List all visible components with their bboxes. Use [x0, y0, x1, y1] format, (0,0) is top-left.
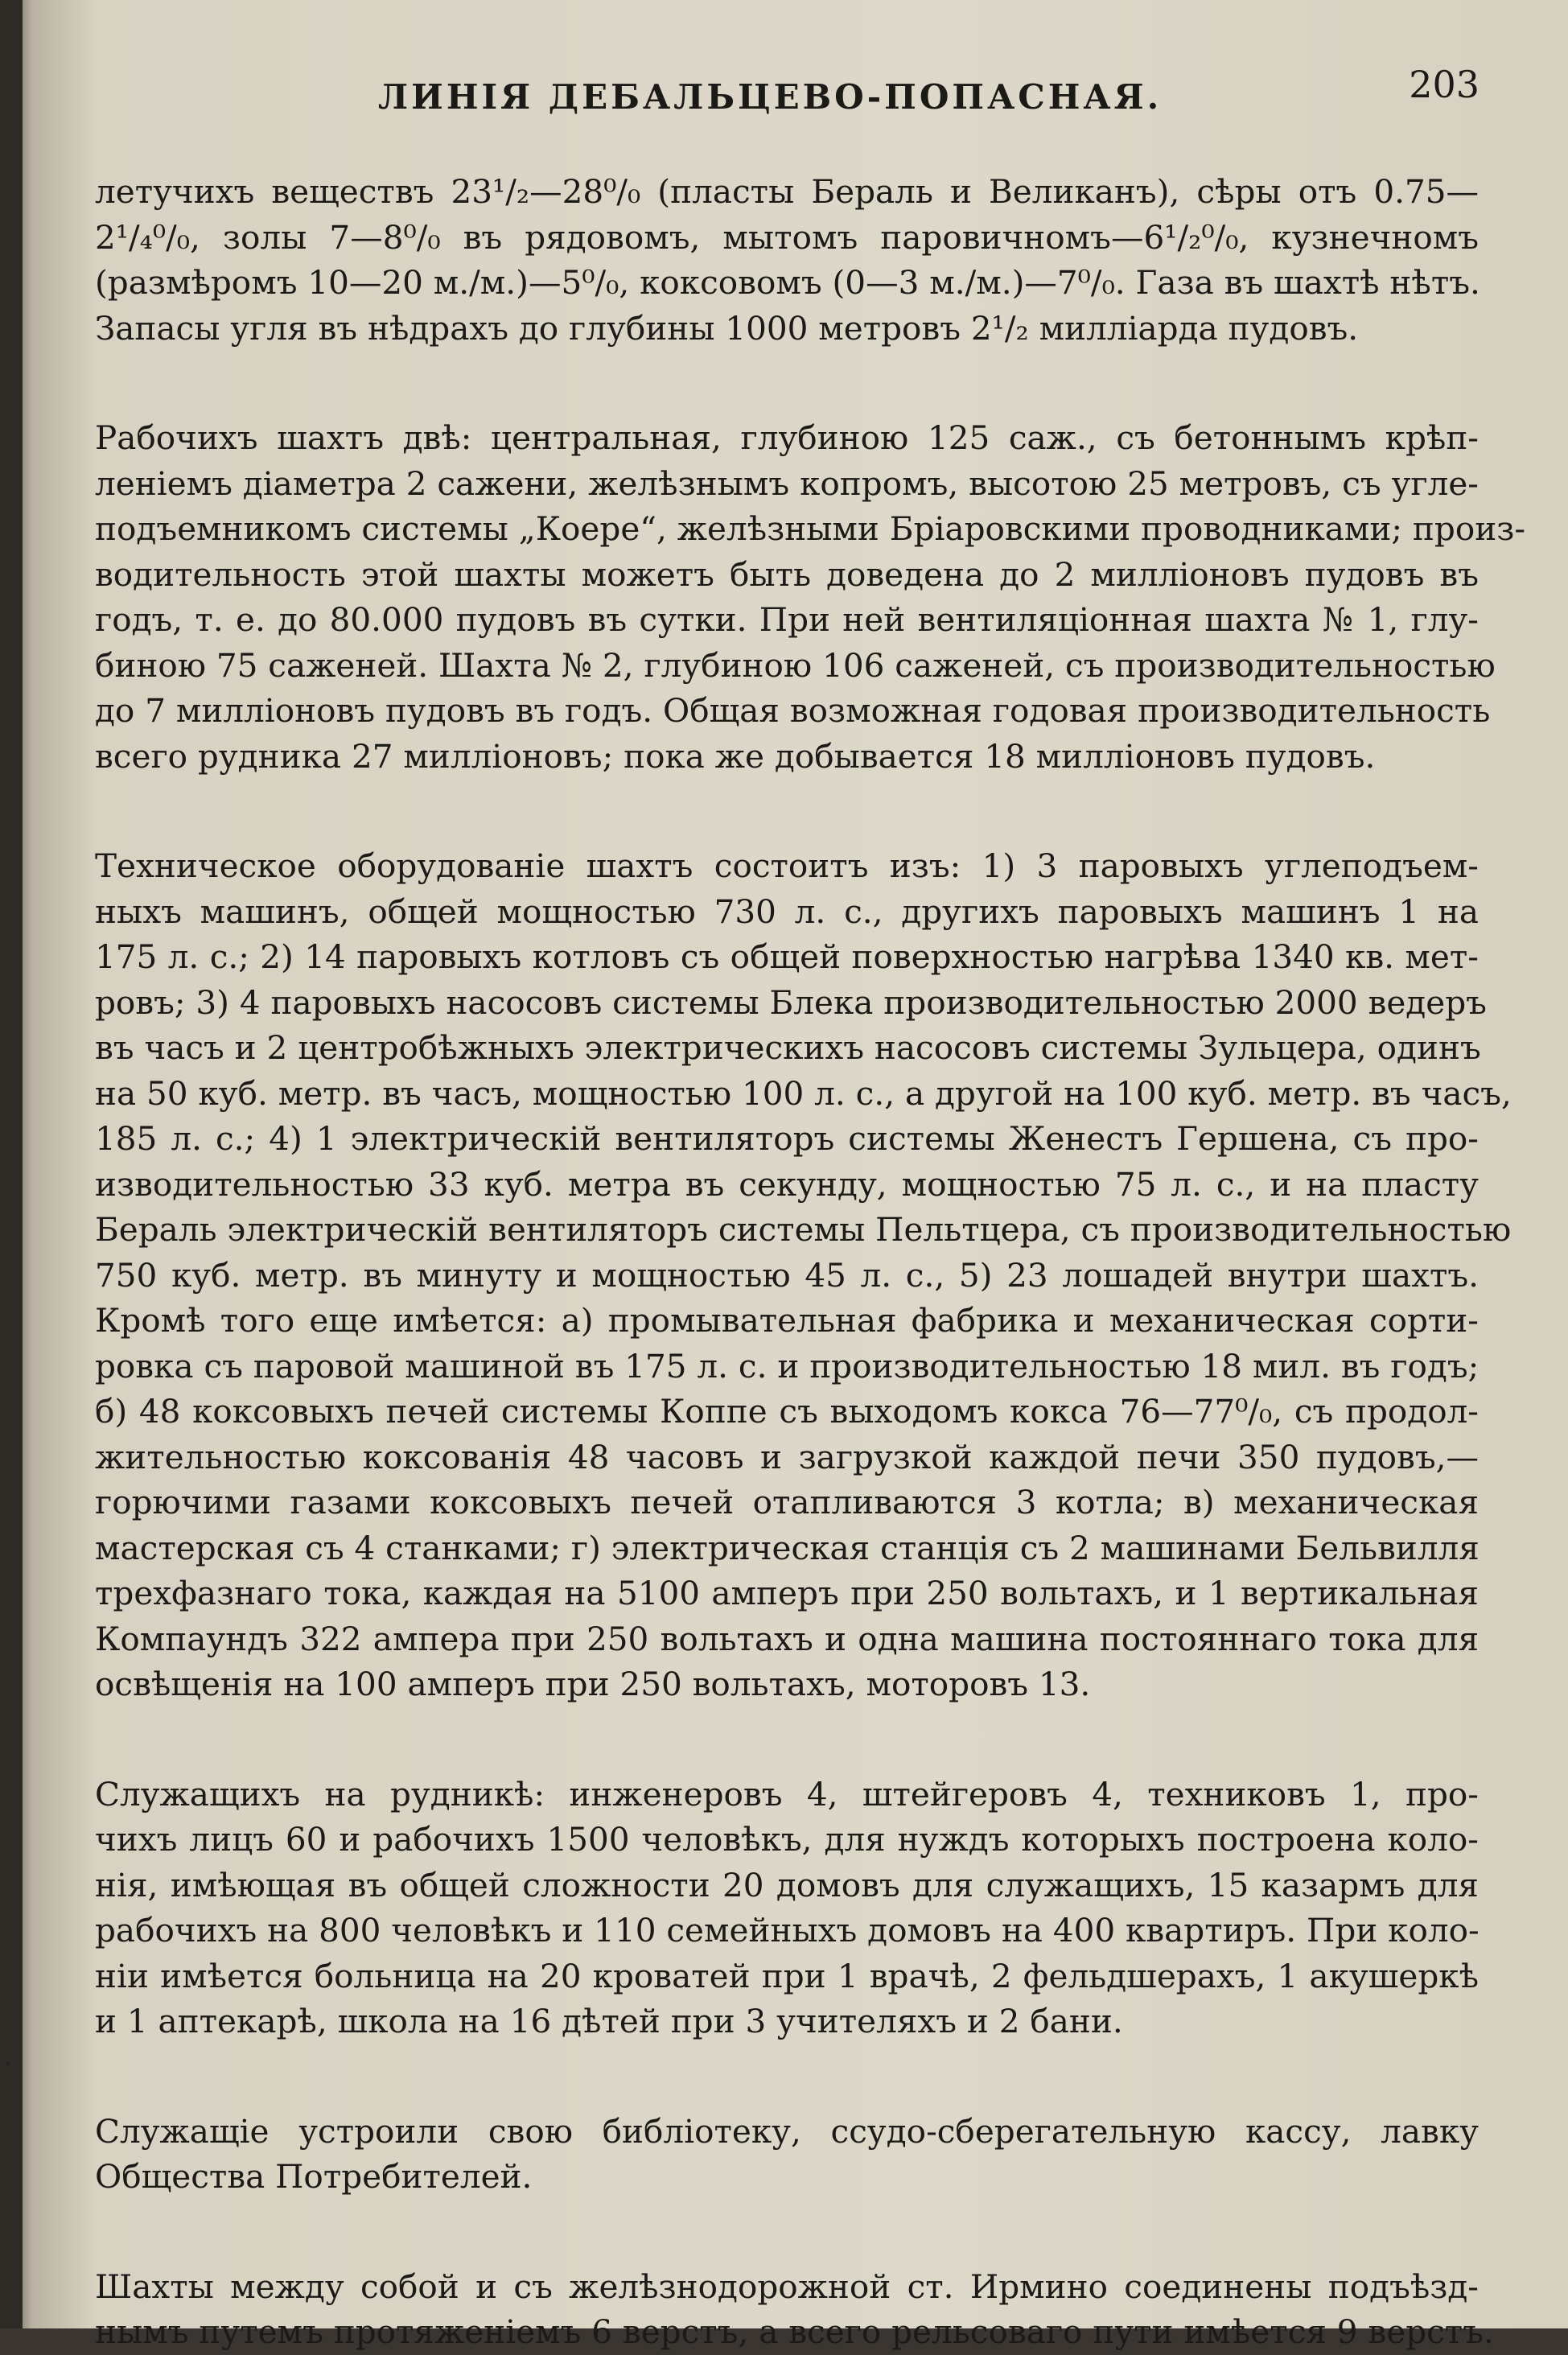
text-line: жительностью коксованія 48 часовъ и загрузкой каждой печи 350 пудовъ,— — [95, 1437, 1479, 1476]
text-line: всего рудника 27 милліоновъ; пока же добывается 18 милліоновъ пудовъ. — [95, 736, 1376, 776]
text-line: биною 75 саженей. Шахта № 2, глубиною 106 саженей, съ производительностью — [95, 645, 1496, 685]
text-line: леніемъ діаметра 2 сажени, желѣзнымъ копромъ, высотою 25 метровъ, съ угле- — [95, 463, 1479, 503]
text-line: Рабочихъ шахтъ двѣ: центральная, глубиною 125 саж., съ бетоннымъ крѣп- — [95, 418, 1479, 457]
text-line: нымъ путемъ протяженіемъ 6 верстъ, а всего рельсоваго пути имѣется 9 верстъ. — [95, 2312, 1494, 2351]
paragraph-coal-quality — [95, 169, 1479, 351]
text-line: нія, имѣющая въ общей сложности 20 домовъ для служащихъ, 15 казармъ для — [95, 1865, 1479, 1904]
text-line: мастерская съ 4 станками; г) электрическая станція съ 2 машинами Бельвилля — [95, 1528, 1480, 1567]
text-line: 175 л. с.; 2) 14 паровыхъ котловъ съ общей поверхностью нагрѣва 1340 кв. мет- — [95, 937, 1479, 976]
text-line: Служащіе устроили свою библіотеку, ссудо-сберегательную кассу, лавку — [95, 2111, 1479, 2151]
text-line: подъемникомъ системы „Коере“, желѣзными Бріаровскими проводниками; произ- — [95, 509, 1526, 548]
paragraph-railway — [95, 2264, 1494, 2355]
text-line: трехфазнаго тока, каждая на 5100 амперъ при 250 вольтахъ, и 1 вертикальная — [95, 1574, 1479, 1612]
paragraph-shafts — [95, 415, 1526, 779]
text-line: Техническое оборудованіе шахтъ состоитъ изъ: 1) 3 паровыхъ углеподъем- — [95, 846, 1479, 885]
text-line: б) 48 коксовыхъ печей системы Коппе съ выходомъ кокса 76—77⁰/₀, съ продол- — [95, 1392, 1479, 1431]
text-line: и 1 аптекарѣ, школа на 16 дѣтей при 3 учителяхъ и 2 бани. — [95, 2002, 1123, 2040]
text-line: Шахты между собой и съ желѣзнодорожной ст. Ирмино соединены подъѣзд- — [95, 2266, 1479, 2306]
text-line: 750 куб. метр. въ минуту и мощностью 45 л. с., 5) 23 лошадей внутри шахтъ. — [95, 1255, 1479, 1295]
text-line: Компаундъ 322 ампера при 250 вольтахъ и одна машина постояннаго тока для — [95, 1619, 1479, 1658]
body-text — [95, 169, 1526, 2355]
text-line: горючими газами коксовыхъ печей отапливаются 3 котла; в) механическая — [95, 1483, 1479, 1521]
text-line: водительность этой шахты можетъ быть доведена до 2 милліоновъ пудовъ въ — [95, 554, 1479, 594]
text-line: чихъ лицъ 60 и рабочихъ 1500 человѣкъ, для нуждъ которыхъ построена коло- — [95, 1820, 1479, 1859]
text-line: на 50 куб. метр. въ часъ, мощностью 100 л. с., а другой на 100 куб. метр. въ часъ, — [95, 1073, 1512, 1113]
text-line: Запасы угля въ нѣдрахъ до глубины 1000 метровъ 2¹/₂ милліарда пудовъ. — [95, 308, 1359, 348]
running-title: ЛИНІЯ ДЕБАЛЬЦЕВО-ПОПАСНАЯ. — [378, 77, 1163, 117]
text-line: летучихъ веществъ 23¹/₂—28⁰/₀ (пласты Бераль и Великанъ), сѣры отъ 0.75— — [95, 172, 1479, 211]
page-number: 203 — [1409, 63, 1480, 106]
text-line: (размѣромъ 10—20 м./м.)—5⁰/₀, коксовомъ (0—3 м./м.)—7⁰/₀. Газа въ шахтѣ нѣтъ. — [95, 263, 1480, 302]
text-line: 185 л. с.; 4) 1 электрическій вентиляторъ системы Женестъ Гершена, съ про- — [95, 1119, 1479, 1158]
paragraph-library — [95, 2109, 1479, 2200]
text-line: Служащихъ на рудникѣ: инженеровъ 4, штейгеровъ 4, техниковъ 1, про- — [95, 1774, 1479, 1814]
page-header — [378, 63, 1480, 119]
text-line: Общества Потребителей. — [95, 2157, 533, 2196]
text-line: ніи имѣется больница на 20 кроватей при 1 врачѣ, 2 фельдшерахъ, 1 акушеркѣ — [95, 1956, 1479, 1995]
text-line: ровка съ паровой машиной въ 175 л. с. и производительностью 18 мил. въ годъ; — [95, 1346, 1480, 1385]
text-line: Кромѣ того еще имѣется: а) промывательная фабрика и механическая сорти- — [95, 1301, 1479, 1340]
text-line: изводительностью 33 куб. метра въ секунду, мощностью 75 л. с., и на пласту — [95, 1164, 1479, 1204]
text-line: годъ, т. е. до 80.000 пудовъ въ сутки. При ней вентиляціонная шахта № 1, глу- — [95, 600, 1479, 639]
text-line: освѣщенія на 100 амперъ при 250 вольтахъ, моторовъ 13. — [95, 1665, 1091, 1703]
text-line: рабочихъ на 800 человѣкъ и 110 семейныхъ домовъ на 400 квартиръ. При коло- — [95, 1911, 1480, 1949]
paragraph-staff — [95, 1772, 1479, 2044]
margin-mark: . — [3, 2040, 12, 2073]
book-gutter — [0, 0, 23, 2328]
text-line: до 7 милліоновъ пудовъ въ годъ. Общая возможная годовая производительность — [95, 691, 1491, 730]
text-line: ровъ; 3) 4 паровыхъ насосовъ системы Блека производительностью 2000 ведеръ — [95, 982, 1487, 1022]
text-line: Бераль электрическій вентиляторъ системы Пельтцера, съ производительностью — [95, 1210, 1512, 1249]
text-line: ныхъ машинъ, общей мощностью 730 л. с., другихъ паровыхъ машинъ 1 на — [95, 891, 1479, 931]
text-line: въ часъ и 2 центробѣжныхъ электрическихъ насосовъ системы Зульцера, одинъ — [95, 1028, 1481, 1067]
paragraph-equipment — [95, 843, 1512, 1707]
text-line: 2¹/₄⁰/₀, золы 7—8⁰/₀ въ рядовомъ, мытомъ паровичномъ—6¹/₂⁰/₀, кузнечномъ — [95, 217, 1479, 257]
